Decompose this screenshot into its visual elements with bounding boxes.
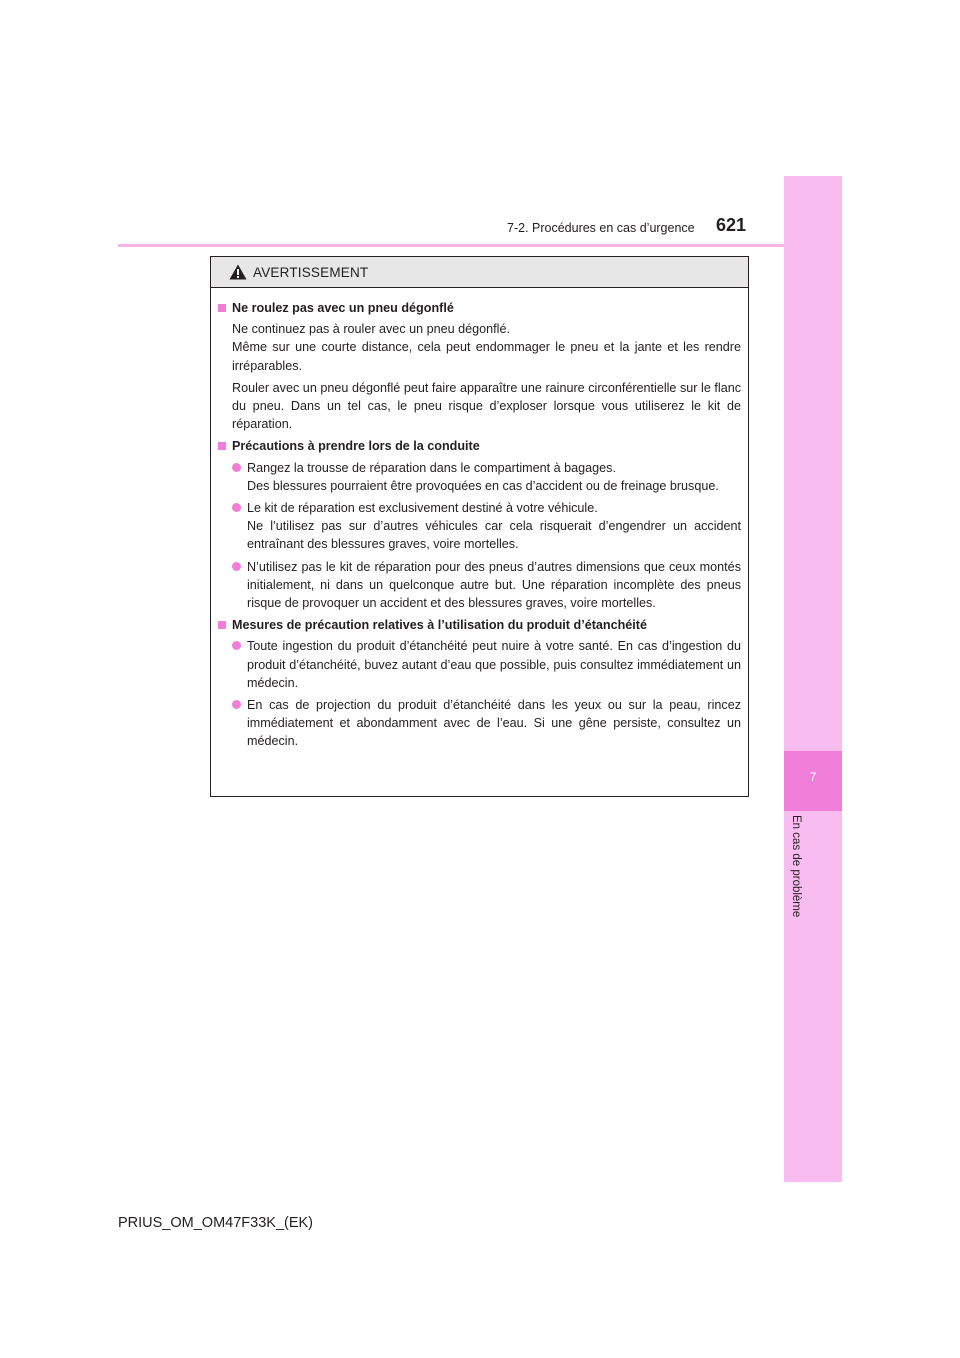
warning-title: AVERTISSEMENT: [253, 264, 369, 280]
paragraph-line: Rouler avec un pneu dégonflé peut faire apparaître une rainure circonférentielle sur le flanc du pneu. Dans un tel cas, le pneu risque d’exploser lorsque vous utiliserez le kit de réparation.: [232, 380, 741, 432]
paragraph-line: Même sur une courte distance, cela peut endommager le pneu et la jante et les rendre irréparables.: [232, 340, 741, 373]
list-item-line: Rangez la trousse de réparation dans le compartiment à bagages.: [247, 460, 616, 475]
paragraph: [218, 379, 741, 434]
chapter-label: En cas de problème: [790, 815, 802, 918]
header-rule: [118, 244, 842, 247]
section-heading: [218, 616, 741, 634]
circle-bullet-icon: [232, 641, 241, 650]
paragraph-line: Ne continuez pas à rouler avec un pneu dégonflé.: [232, 322, 510, 337]
list-item: [218, 637, 741, 692]
circle-bullet-icon: [232, 463, 241, 472]
square-bullet-icon: [218, 442, 226, 450]
list-item-line: En cas de projection du produit d’étanchéité dans les yeux ou sur la peau, rincez immédiatement et abondamment avec de l’eau. Si une gêne persiste, consultez un médecin.: [247, 698, 741, 749]
list-item-line: Ne l’utilisez pas sur d’autres véhicules car cela risquerait d’engendrer un accident entraînant des blessures graves, voire mortelles.: [247, 519, 741, 552]
section-heading: [218, 437, 741, 455]
list-item-line: Des blessures pourraient être provoquées en cas d’accident ou de freinage brusque.: [247, 478, 719, 493]
chapter-sidebar: [784, 176, 842, 1182]
list-item: [218, 499, 741, 554]
list-item-line: N’utilisez pas le kit de réparation pour des pneus d’autres dimensions que ceux montés initialement, ni dans un quelconque autre but. Une réparation incomplète des pneus risque de provoquer un accident et des blessures graves, voire mortelles.: [247, 559, 741, 611]
page-number: 621: [716, 215, 747, 235]
list-item: [218, 558, 741, 613]
list-item-line: Le kit de réparation est exclusivement destiné à votre véhicule.: [247, 501, 598, 516]
section-heading-text: Mesures de précaution relatives à l’utilisation du produit d’étanchéité: [232, 618, 647, 633]
circle-bullet-icon: [232, 503, 241, 512]
section-heading: [218, 299, 741, 317]
section-title: 7-2. Procédures en cas d’urgence: [507, 221, 695, 235]
circle-bullet-icon: [232, 562, 241, 571]
square-bullet-icon: [218, 621, 226, 629]
warning-box: [210, 256, 749, 797]
chapter-number: 7: [809, 770, 817, 784]
warning-header: [211, 257, 748, 288]
section-heading-text: Ne roulez pas avec un pneu dégonflé: [232, 301, 454, 315]
list-item: [218, 696, 741, 751]
document-code: PRIUS_OM_OM47F33K_(EK): [118, 1215, 314, 1231]
paragraph: [218, 320, 741, 375]
list-item: [218, 459, 741, 495]
circle-bullet-icon: [232, 700, 241, 709]
section-heading-text: Précautions à prendre lors de la conduite: [232, 439, 480, 454]
list-item-line: Toute ingestion du produit d’étanchéité peut nuire à votre santé. En cas d’ingestion du produit d’étanchéité, buvez autant d’eau que possible, puis consultez immédiatement un médecin.: [247, 639, 741, 690]
warning-triangle-icon: [229, 264, 247, 280]
square-bullet-icon: [218, 304, 226, 312]
warning-body: [211, 288, 748, 751]
